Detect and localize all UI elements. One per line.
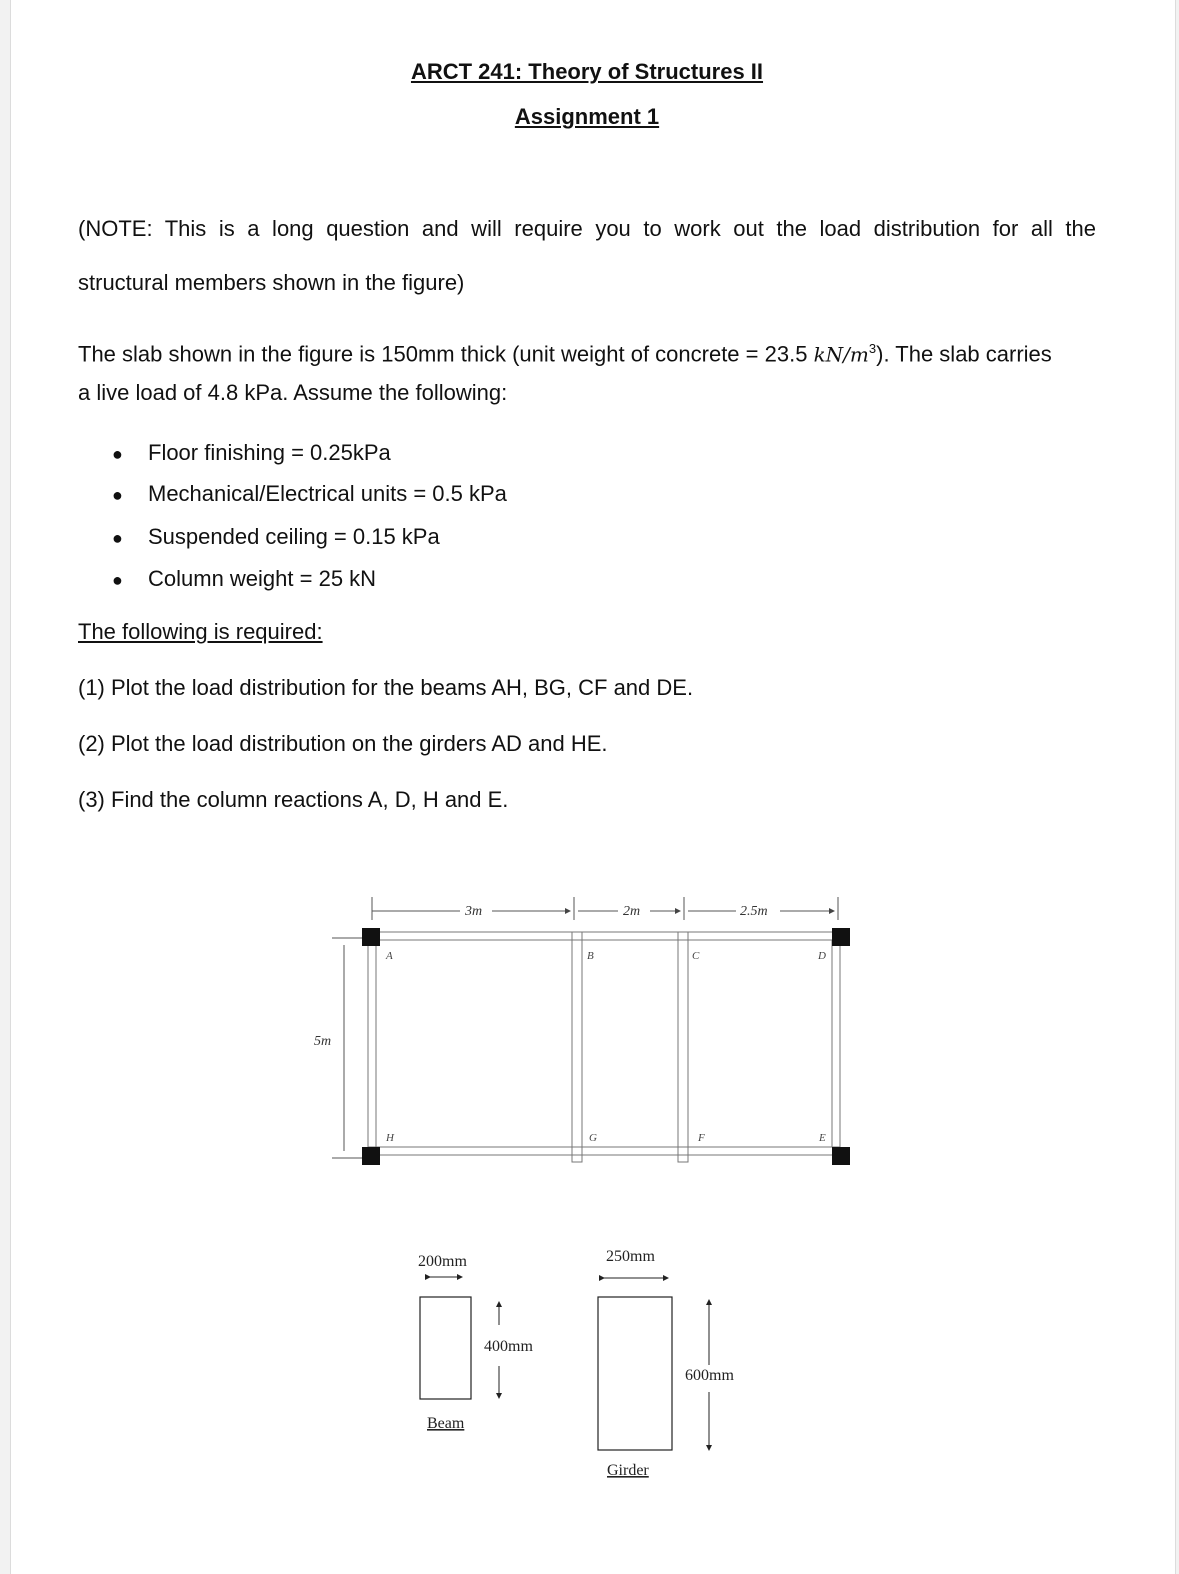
girder-height-label: 600mm [685,1367,734,1384]
assumption-text: Column weight = 25 kN [148,566,377,591]
label-b: B [587,950,594,962]
label-e: E [819,1132,826,1144]
problem-line-1 [78,342,1052,365]
note-line-2: structural members shown in the figure) [78,270,465,295]
dim-2m: 2m [623,904,641,919]
unit-exponent: 3 [868,341,877,356]
bullet-icon: ● [112,570,123,590]
label-g: G [589,1132,597,1144]
bullet-icon: ● [112,528,123,548]
columns [362,928,850,1165]
problem-text-b: ). The slab carries [876,341,1052,367]
required-item-1: (1) Plot the load distribution for the beams AH, BG, CF and DE. [78,675,694,700]
required-item-2: (2) Plot the load distribution on the girders AD and HE. [78,731,608,756]
label-h: H [386,1132,394,1144]
problem-text-a: The slab shown in the figure is 150mm thick (unit weight of concrete = 23.5 [78,341,814,367]
assumption-text: Suspended ceiling = 0.15 kPa [148,524,440,549]
girder-section [598,1297,672,1450]
dim-5m: 5m [314,1034,332,1049]
label-a: A [386,950,393,962]
girders [372,932,840,1155]
dim-3m: 3m [465,904,483,919]
cross-sections-figure [400,1240,760,1485]
top-dimension [372,897,838,920]
assumption-text: Mechanical/Electrical units = 0.5 kPa [148,481,507,506]
assignment-title: Assignment 1 [514,104,660,129]
side-dimension [332,938,362,1158]
course-title: ARCT 241: Theory of Structures II [410,59,764,84]
bullet-icon: ● [112,444,123,464]
problem-line-2: a live load of 4.8 kPa. Assume the following: [78,380,508,405]
beam-caption: Beam [427,1415,465,1432]
girder-caption: Girder [607,1462,649,1479]
assumption-item [112,440,391,466]
girder-width-label: 250mm [606,1248,655,1265]
floor-plan-figure [300,885,870,1185]
label-c: C [692,950,700,962]
dim-2-5m: 2.5m [740,904,768,919]
required-item-3: (3) Find the column reactions A, D, H and E. [78,787,509,812]
bullet-icon: ● [112,485,123,505]
beam-section [420,1297,471,1399]
label-f: F [698,1132,705,1144]
assumption-item [112,481,507,507]
beam-height-label: 400mm [484,1338,533,1355]
assumption-item [112,566,376,592]
note-line-1: (NOTE: This is a long question and will require you to work out the load distribution for all the [78,216,1096,241]
assumption-text: Floor finishing = 0.25kPa [148,440,391,465]
required-heading: The following is required: [78,619,323,644]
assumption-item [112,524,440,550]
beam-width-label: 200mm [418,1253,467,1270]
label-d: D [818,950,826,962]
beams [368,932,840,1162]
unit-kn-per-m: kN/m [813,342,869,367]
